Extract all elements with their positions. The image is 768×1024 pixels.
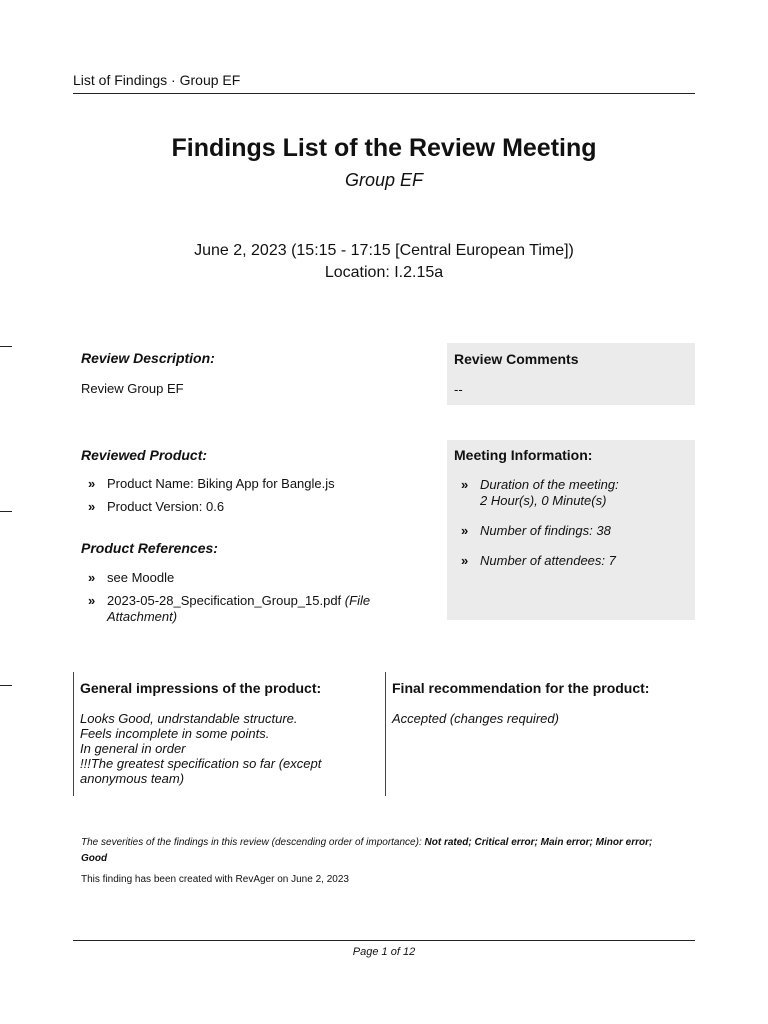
review-description-heading: Review Description:	[81, 350, 215, 366]
review-description-section	[81, 350, 421, 396]
meeting-information-heading: Meeting Information:	[454, 447, 593, 463]
margin-tick	[0, 511, 12, 512]
header-rule	[73, 93, 695, 94]
list-item: » Product Version: 0.6	[88, 499, 225, 514]
bullet-icon: »	[88, 593, 96, 608]
bullet-icon: »	[88, 570, 96, 585]
meeting-date: June 2, 2023 (15:15 - 17:15 [Central European Time])	[194, 242, 574, 259]
margin-tick	[0, 685, 12, 686]
final-recommendation-section	[392, 680, 692, 726]
bullet-icon: »	[88, 476, 96, 491]
list-item: » Product Name: Biking App for Bangle.js	[88, 476, 335, 491]
page-title: Findings List of the Review Meeting	[171, 134, 597, 162]
bullet-icon: »	[461, 477, 469, 492]
meeting-location: Location: I.2.15a	[324, 264, 444, 281]
column-divider	[73, 672, 74, 796]
final-recommendation-text: Accepted (changes required)	[392, 711, 559, 726]
severities-note: The severities of the findings in this review (descending order of importance): Not rated; Critical error; Main error; Minor error; Good	[81, 837, 653, 864]
created-note: This finding has been created with RevAger on June 2, 2023	[81, 874, 349, 885]
page-number: Page 1 of 12	[352, 946, 416, 958]
reviewed-product-heading: Reviewed Product:	[81, 447, 208, 463]
list-item: » Duration of the meeting: 2 Hour(s), 0 Minute(s)	[461, 477, 619, 508]
list-item: » Number of findings: 38	[461, 523, 611, 538]
bullet-icon: »	[461, 553, 469, 568]
footer-rule	[73, 940, 695, 941]
attachment-filename: 2023-05-28_Specification_Group_15.pdf	[107, 593, 342, 608]
review-comments-heading: Review Comments	[454, 351, 579, 367]
list-item: » 2023-05-28_Specification_Group_15.pdf (File Attachment)	[88, 593, 371, 624]
meeting-information-box	[447, 440, 695, 620]
bullet-icon: »	[461, 523, 469, 538]
list-item: » Number of attendees: 7	[461, 553, 616, 568]
bullet-icon: »	[88, 499, 96, 514]
product-references-heading: Product References:	[81, 540, 218, 556]
severity-levels: Not rated; Critical error; Main error; Minor error;	[424, 837, 653, 848]
list-item: » see Moodle	[88, 570, 175, 585]
column-divider	[385, 672, 386, 796]
final-recommendation-heading: Final recommendation for the product:	[392, 680, 650, 696]
general-impressions-heading: General impressions of the product:	[80, 680, 322, 696]
review-comments-text: --	[454, 382, 463, 397]
general-impressions-section	[80, 680, 380, 786]
running-header: List of Findings · Group EF	[73, 72, 241, 88]
review-comments-box	[447, 343, 695, 405]
page-subtitle: Group EF	[344, 170, 424, 190]
review-description-text: Review Group EF	[81, 381, 184, 396]
product-references-section	[81, 540, 421, 625]
general-impressions-text: Looks Good, undrstandable structure. Feels incomplete in some points. In general in order !!!The greatest specification so far (except anonymous team)	[80, 711, 322, 786]
margin-tick	[0, 346, 12, 347]
reviewed-product-section	[81, 447, 421, 515]
